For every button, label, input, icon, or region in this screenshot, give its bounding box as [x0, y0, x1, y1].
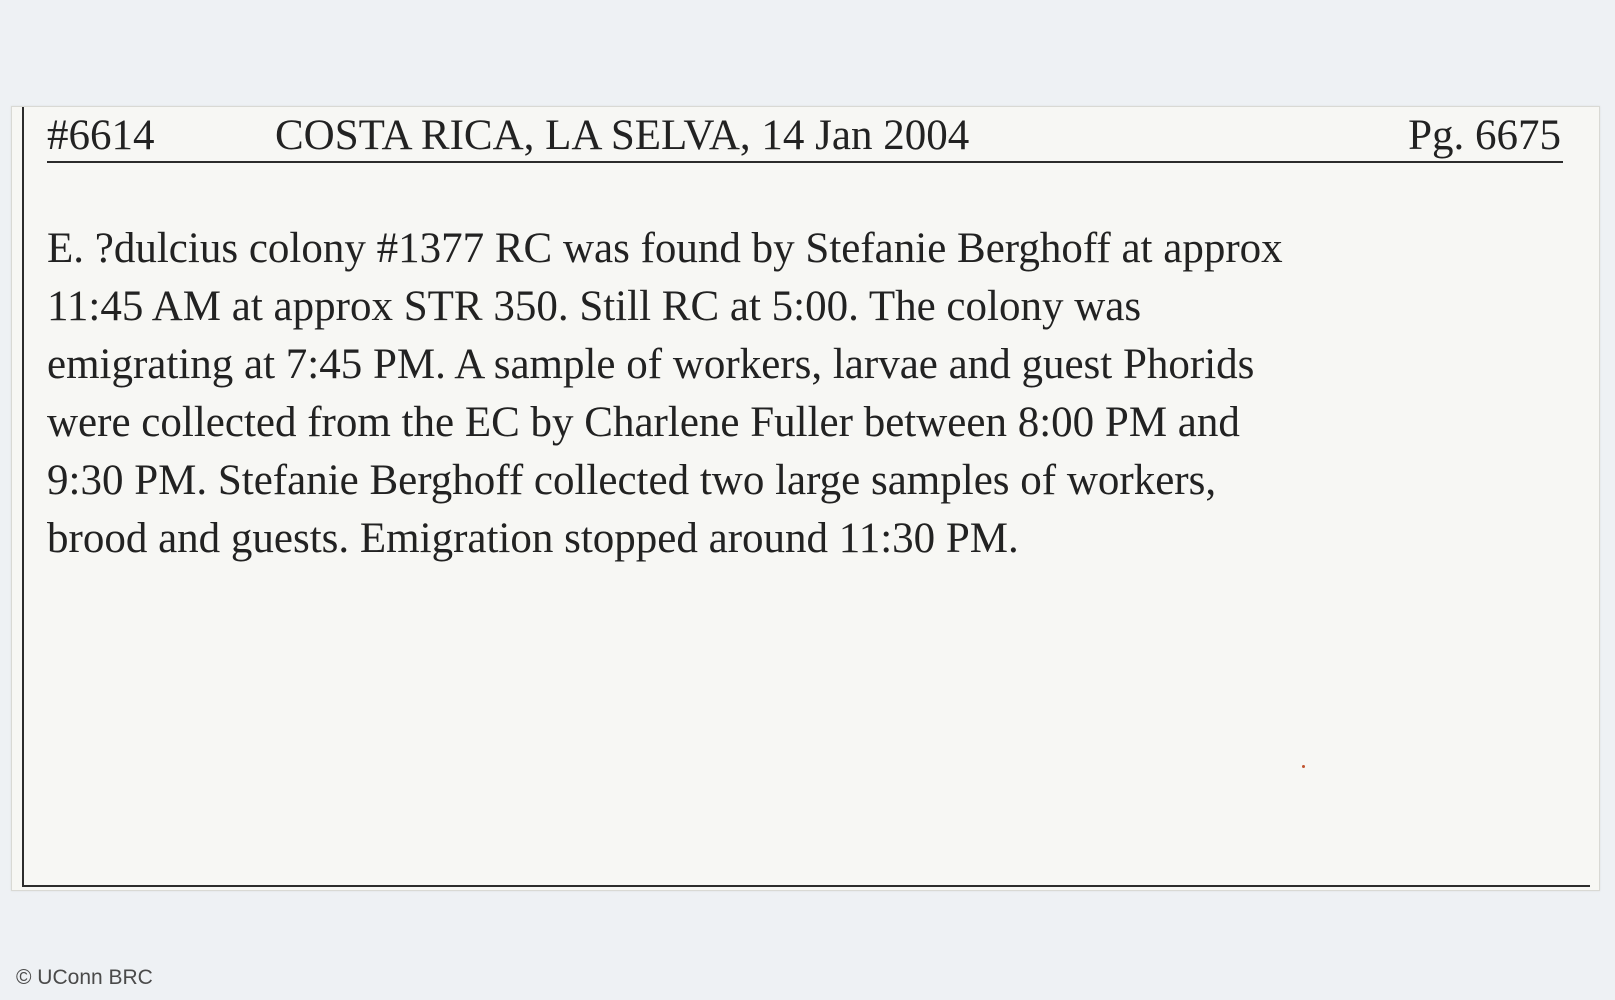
ink-speck: [1302, 765, 1305, 768]
card-number: #6614: [47, 112, 155, 159]
card-header: [47, 111, 1563, 163]
field-note-text: E. ?dulcius colony #1377 RC was found by Stefanie Berghoff at approx 11:45 AM at approx STR 350. Still RC at 5:00. The colony was emigrating at 7:45 PM. A sample of workers, larvae and guest Phorids were collected from the EC by Charlene Fuller between 8:00 PM and 9:30 PM. Stefanie Berghoff collected two large samples of workers, brood and guests. Emigration stopped around 11:30 PM.: [47, 225, 1283, 562]
page-number: Pg. 6675: [1408, 112, 1561, 159]
bottom-border-line: [22, 885, 1590, 887]
left-border-line: [22, 107, 24, 885]
copyright-credit: © UConn BRC: [16, 966, 153, 989]
locality-date: COSTA RICA, LA SELVA, 14 Jan 2004: [275, 112, 970, 159]
field-note-card: [11, 106, 1600, 891]
